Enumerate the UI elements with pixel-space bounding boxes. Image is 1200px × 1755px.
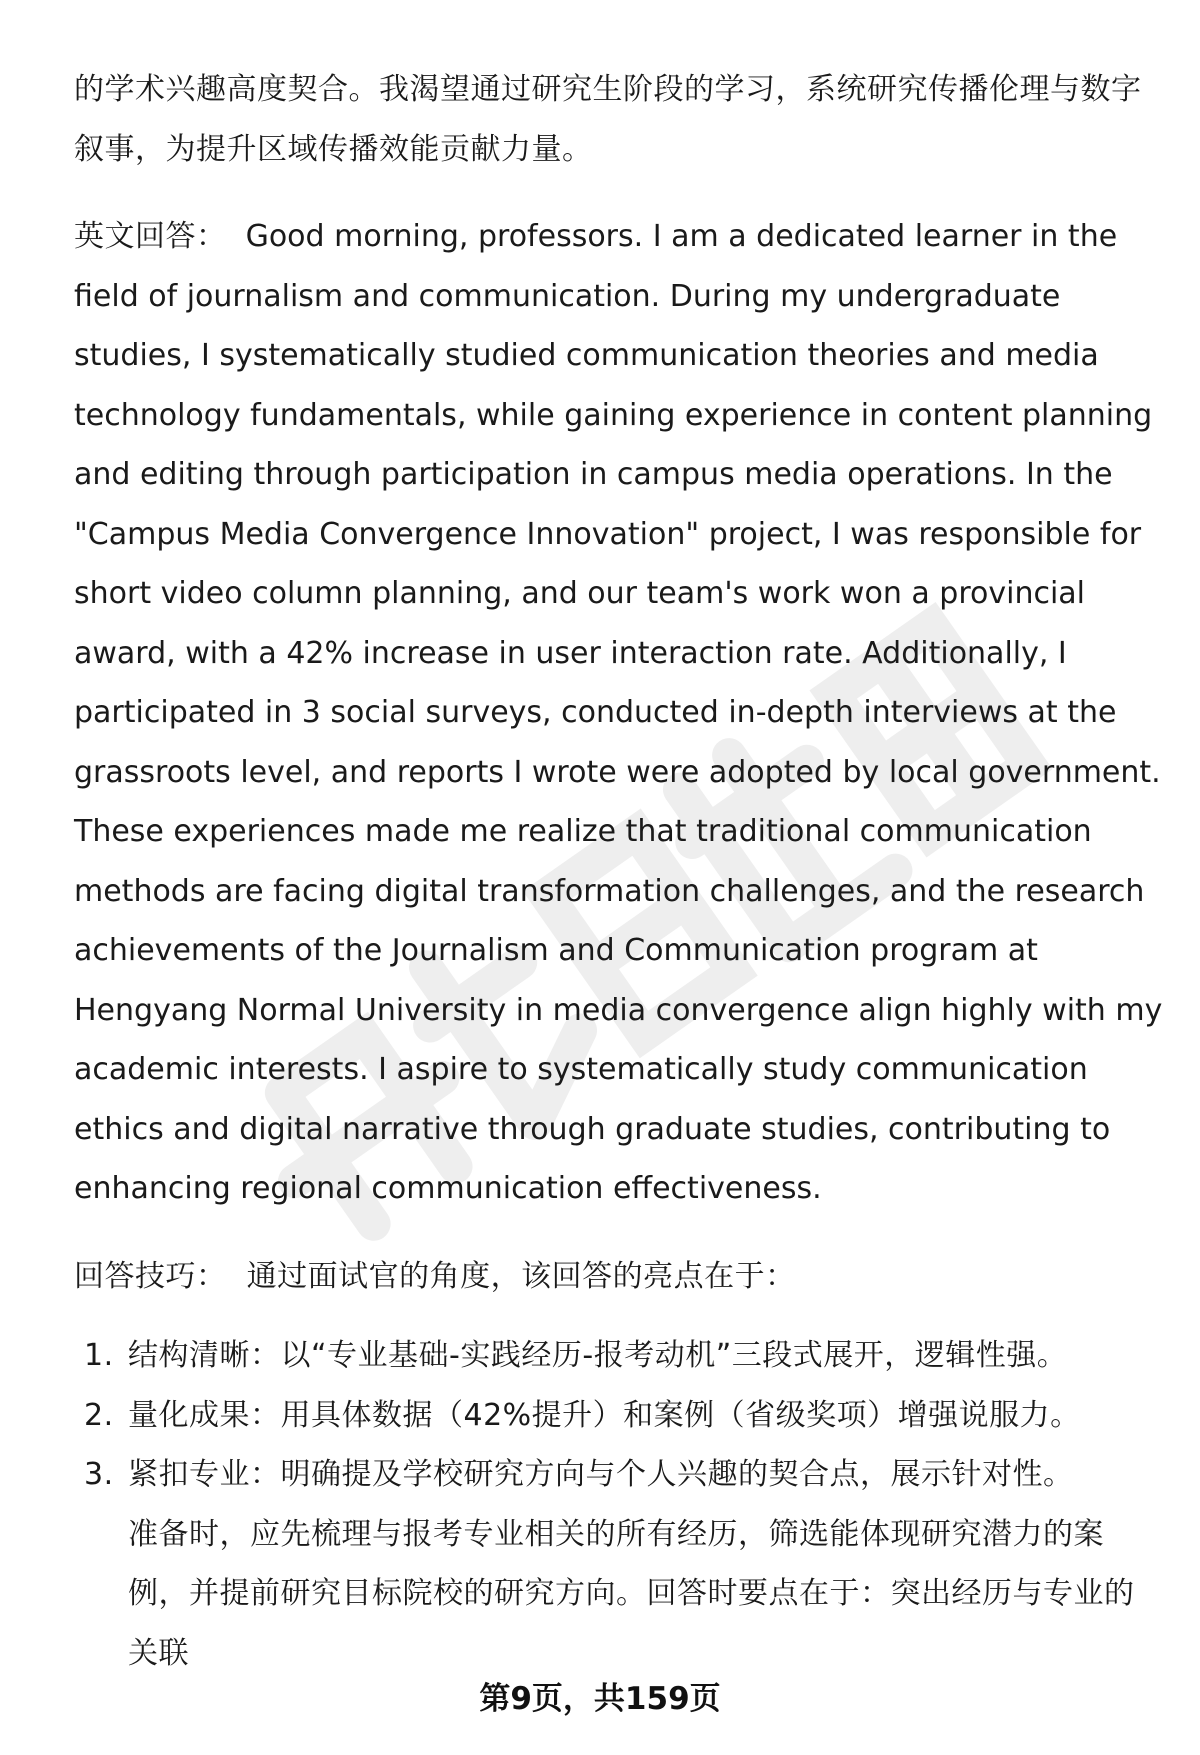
tips-intro: 通过面试官的角度，该回答的亮点在于： [246,1258,796,1294]
list-item [74,1326,1164,1386]
list-item-text: 紧扣专业：明确提及学校研究方向与个人兴趣的契合点，展示针对性。 [128,1457,1074,1492]
tips-heading [74,1247,1164,1307]
english-answer-paragraph [74,207,1164,1219]
english-answer-text: Good morning, professors. I am a dedicated learner in the field of journalism and communication. During my undergraduate studies, I systematically studied communication theories and media technology fundamentals, while gaining experience in content planning and editing through participation in campus media operations. In the "Campus Media Convergence Innovation" project, I was responsible for short video column planning, and our team's work won a provincial award, with a 42% increase in user interaction rate. Additionally, I participated in 3 social surveys, conducted in-depth interviews at the grassroots level, and reports I wrote were adopted by local government. These experiences made me realize that traditional communication methods are facing digital transformation challenges, and the research achievements of the Journalism and Communication program at Hengyang Normal University in media convergence align highly with my academic interests. I aspire to systematically study communication ethics and digital narrative through graduate studies, contributing to enhancing regional communication effectiveness. [74,219,1163,1206]
english-answer-label: 英文回答： [74,219,227,254]
list-item-number: 3. [84,1457,114,1492]
list-item-text: 结构清晰：以“专业基础-实践经历-报考动机”三段式展开，逻辑性强。 [128,1338,1068,1373]
list-item-number: 1. [84,1338,114,1373]
tips-followup: 准备时，应先梳理与报考专业相关的所有经历，筛选能体现研究潜力的案例，并提前研究目标院校的研究方向。回答时要点在于：突出经历与专业的关联 [128,1516,1135,1671]
document-content [74,60,1164,1683]
tips-label: 回答技巧： [74,1258,227,1294]
list-item [74,1445,1164,1683]
page-number: 第9页，共159页 [479,1681,721,1717]
top-paragraph: 的学术兴趣高度契合。我渴望通过研究生阶段的学习，系统研究传播伦理与数字叙事，为提升区域传播效能贡献力量。 [74,72,1142,167]
list-item [74,1386,1164,1446]
tips-list [74,1326,1164,1683]
list-item-number: 2. [84,1397,114,1433]
list-item-text: 量化成果：用具体数据（42%提升）和案例（省级奖项）增强说服力。 [128,1397,1081,1433]
